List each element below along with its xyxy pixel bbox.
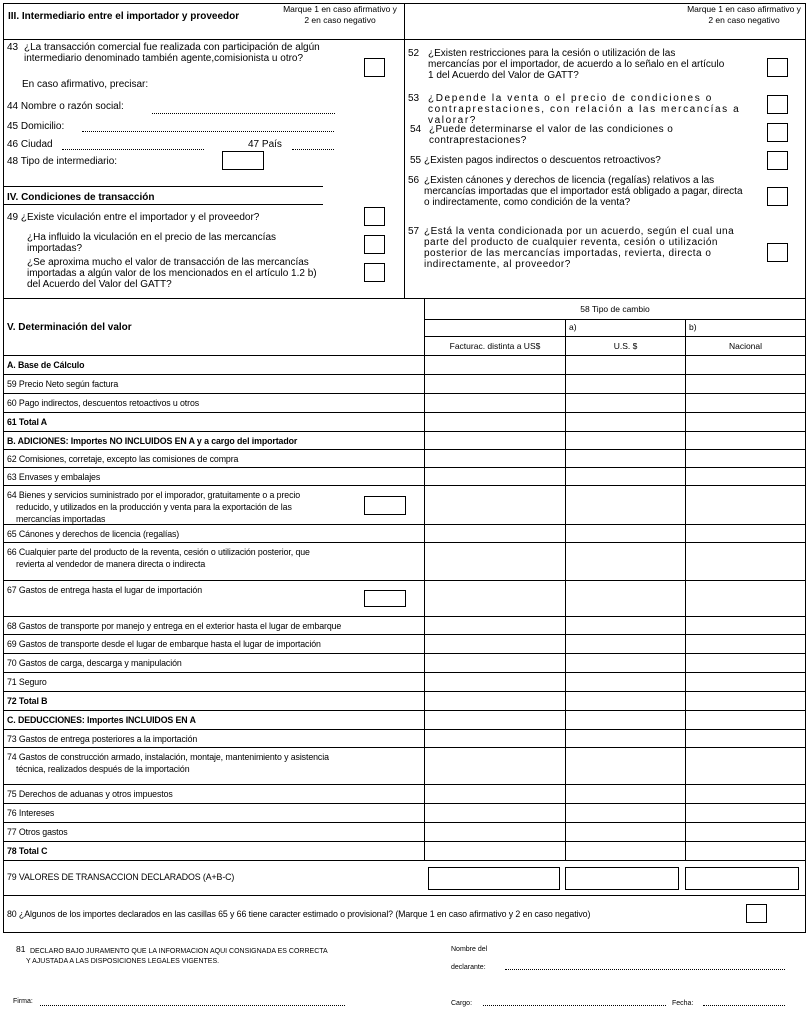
q43-text: ¿La transacción comercial fue realizada con participación de algún intermediario denominado también agente,comisionista u otro? [24, 42, 320, 64]
value-cell-foreign[interactable] [425, 785, 565, 803]
value-cell-usd[interactable] [566, 468, 685, 485]
value-cell-foreign[interactable] [425, 468, 565, 485]
value-cell-national[interactable] [686, 375, 804, 393]
value-cell-foreign[interactable] [425, 413, 565, 431]
q55-number: 55 [410, 155, 422, 166]
value-cell-foreign[interactable] [425, 842, 565, 860]
value-cell-usd[interactable] [566, 450, 685, 467]
col-usd: U.S. $ [613, 341, 638, 351]
value-cell-usd[interactable] [566, 543, 685, 580]
q56-number: 56 [408, 175, 420, 186]
value-cell-usd[interactable] [566, 842, 685, 860]
value-cell-usd[interactable] [566, 785, 685, 803]
value-cell-foreign[interactable] [425, 711, 565, 729]
value-cell-foreign[interactable] [425, 748, 565, 784]
value-cell-usd[interactable] [566, 525, 685, 542]
position-line[interactable] [483, 1005, 666, 1006]
q51-answer-box[interactable] [364, 263, 385, 282]
value-cell-usd[interactable] [566, 730, 685, 747]
value-cell-foreign[interactable] [425, 692, 565, 710]
row-label: B. ADICIONES: Importes NO INCLUIDOS EN A y a cargo del importador [7, 436, 298, 446]
row-80-answer-box[interactable] [746, 904, 767, 923]
value-cell-national[interactable] [686, 543, 804, 580]
value-cell-usd[interactable] [566, 673, 685, 691]
value-cell-foreign[interactable] [425, 450, 565, 467]
q43-sub: En caso afirmativo, precisar: [22, 79, 149, 90]
row-79-bottom [3, 895, 805, 896]
value-cell-foreign[interactable] [425, 394, 565, 412]
value-cell-foreign[interactable] [425, 730, 565, 747]
q55-text: ¿Existen pagos indirectos o descuentos retroactivos? [424, 155, 661, 166]
q49-text: 49 ¿Existe viculación entre el importador y el proveedor? [7, 212, 260, 223]
row-label: 76 Intereses [7, 808, 55, 818]
section-iv-line-top [3, 186, 323, 187]
row-label: A. Base de Cálculo [7, 360, 85, 370]
value-cell-foreign[interactable] [425, 375, 565, 393]
value-cell-usd[interactable] [566, 617, 685, 634]
value-cell-national[interactable] [686, 617, 804, 634]
q52-answer-box[interactable] [767, 58, 788, 77]
value-cell-national[interactable] [686, 432, 804, 449]
value-cell-national[interactable] [686, 711, 804, 729]
q54-answer-box[interactable] [767, 123, 788, 142]
value-cell-foreign[interactable] [425, 356, 565, 374]
q43-number: 43 [7, 42, 19, 53]
field-46-label: 46 Ciudad [7, 139, 53, 150]
q52-number: 52 [408, 48, 420, 59]
value-cell-usd[interactable] [566, 635, 685, 653]
q56-answer-box[interactable] [767, 187, 788, 206]
row-label: 71 Seguro [7, 677, 47, 687]
row-label: 60 Pago indirectos, descuentos retoactivos u otros [7, 398, 200, 408]
field-48-box[interactable] [222, 151, 264, 170]
position-label: Cargo: [451, 1000, 473, 1007]
row-67-box[interactable] [364, 590, 406, 607]
value-cell-foreign[interactable] [425, 525, 565, 542]
q43-answer-box[interactable] [364, 58, 385, 77]
mark-note-left: Marque 1 en caso afirmativo y 2 en caso negativo [283, 4, 397, 25]
q53-answer-box[interactable] [767, 95, 788, 114]
value-cell-foreign[interactable] [425, 823, 565, 841]
header-divider [3, 39, 805, 40]
q50-text: ¿Ha influido la viculación en el precio de las mercancías importadas? [27, 232, 277, 254]
q54-text: ¿Puede determinarse el valor de las condiciones o contraprestaciones? [429, 124, 674, 146]
value-cell-usd[interactable] [566, 804, 685, 822]
value-cell-foreign[interactable] [425, 486, 565, 524]
value-cell-usd[interactable] [566, 413, 685, 431]
value-cell-national[interactable] [686, 823, 804, 841]
row-label: 59 Precio Neto según factura [7, 379, 119, 389]
signature-line[interactable] [40, 1005, 345, 1006]
value-cell-usd[interactable] [566, 432, 685, 449]
signature-label: Firma: [13, 998, 33, 1005]
value-cell-national[interactable] [686, 748, 804, 784]
section-iii-title: III. Intermediario entre el importador y proveedor [8, 11, 240, 22]
row-label: 64 Bienes y servicios suministrado por el imporador, gratuitamente o a precio reducido, y utilizados en la producción y venta para la exportación de las mercancías importadas [7, 490, 301, 524]
value-cell-usd[interactable] [566, 356, 685, 374]
value-cell-usd[interactable] [566, 823, 685, 841]
q57-answer-box[interactable] [767, 243, 788, 262]
col-sub-line [424, 336, 805, 337]
value-cell-usd[interactable] [566, 692, 685, 710]
row-label: 73 Gastos de entrega posteriores a la importación [7, 734, 198, 744]
date-line[interactable] [703, 1005, 785, 1006]
exchange-rate-header: 58 Tipo de cambio [580, 304, 650, 314]
col-national: Nacional [728, 341, 763, 351]
row-label: 63 Envases y embalajes [7, 472, 101, 482]
row-label: 68 Gastos de transporte por manejo y entrega en el exterior hasta el lugar de embarque [7, 621, 342, 631]
value-cell-national[interactable] [686, 785, 804, 803]
value-cell-foreign[interactable] [425, 804, 565, 822]
value-cell-foreign[interactable] [425, 543, 565, 580]
row-label: 74 Gastos de construcción armado, instalación, montaje, mantenimiento y asistencia técnica, realizados después de la importación [7, 752, 329, 774]
value-cell-usd[interactable] [566, 654, 685, 672]
row-80-label: 80 ¿Algunos de los importes declarados en las casillas 65 y 66 tiene caracter estimado o provisional? (Marque 1 en caso afirmativo y 2 en caso negativo) [7, 909, 591, 919]
row-label: C. DEDUCCIONES: Importes INCLUIDOS EN A [7, 715, 196, 725]
value-cell-foreign[interactable] [425, 432, 565, 449]
rate-header-line [424, 319, 805, 320]
value-cell-usd[interactable] [566, 486, 685, 524]
value-cell-national[interactable] [686, 654, 804, 672]
value-cell-usd[interactable] [566, 375, 685, 393]
row-divider [3, 860, 805, 861]
value-cell-usd[interactable] [566, 581, 685, 616]
value-cell-national[interactable] [686, 450, 804, 467]
value-cell-foreign[interactable] [425, 654, 565, 672]
value-cell-foreign[interactable] [425, 635, 565, 653]
q56-text: ¿Existen cánones y derechos de licencia (regalías) relativos a las mercancías importadas que el importador está obligado a pagar, directa o indirectamente, como condición de la venta? [424, 175, 743, 208]
q57-text: ¿Está la venta condicionada por un acuerdo, según el cual una parte del producto de cualquier reventa, cesión o utilización posterior de las mercancías importadas, revierta, directa o indirectamente, al proveedor? [424, 226, 735, 270]
row-label: 66 Cualquier parte del producto de la reventa, cesión o utilización posterior, que revierta al vendedor de manera directa o indirecta [7, 547, 310, 569]
row-label: 75 Derechos de aduanas y otros impuestos [7, 789, 173, 799]
declarant-name-label-1: Nombre del [451, 946, 488, 953]
value-cell-national[interactable] [686, 525, 804, 542]
field-45-line[interactable] [82, 131, 334, 132]
section-iv-line-bottom [3, 204, 323, 205]
value-cell-national[interactable] [686, 842, 804, 860]
value-cell-national[interactable] [686, 804, 804, 822]
mark-note-right: Marque 1 en caso afirmativo y 2 en caso negativo [687, 4, 801, 25]
field-47-line[interactable] [292, 149, 334, 150]
q53-number: 53 [408, 93, 420, 104]
row-label: 78 Total C [7, 846, 48, 856]
value-cell-foreign[interactable] [425, 617, 565, 634]
col-foreign-invoice: Facturac. distinta a US$ [449, 341, 541, 351]
value-cell-national[interactable] [686, 581, 804, 616]
value-cell-usd[interactable] [566, 394, 685, 412]
field-44-label: 44 Nombre o razón social: [7, 101, 124, 112]
q51-text: ¿Se aproxima mucho el valor de transacción de las mercancías importadas a algún valor de los mencionados en el artículo 1.2 b) del Acuerdo del Valor del GATT? [27, 257, 317, 290]
q53-text: ¿Depende la venta o el precio de condiciones o contraprestaciones, con relación a las mercancías a valorar? [428, 93, 741, 126]
value-cell-national[interactable] [686, 635, 804, 653]
field-45-label: 45 Domicilio: [7, 121, 65, 132]
declaration-number: 81 [16, 944, 26, 954]
row-label: 77 Otros gastos [7, 827, 68, 837]
row-label: 69 Gastos de transporte desde el lugar de embarque hasta el lugar de importación [7, 639, 321, 649]
value-cell-national[interactable] [686, 413, 804, 431]
value-cell-foreign[interactable] [425, 673, 565, 691]
row-64-box[interactable] [364, 496, 406, 515]
value-cell-national[interactable] [686, 673, 804, 691]
value-cell-national[interactable] [686, 468, 804, 485]
declaration-line-2: Y AJUSTADA A LAS DISPOSICIONES LEGALES VIGENTES. [26, 958, 220, 965]
field-47-label: 47 País [248, 139, 282, 150]
value-cell-national[interactable] [686, 394, 804, 412]
value-cell-usd[interactable] [566, 711, 685, 729]
declarant-name-line[interactable] [505, 969, 785, 970]
column-divider [404, 3, 405, 299]
row-79-foreign-box[interactable] [428, 867, 560, 890]
row-label: 70 Gastos de carga, descarga y manipulación [7, 658, 182, 668]
q52-text: ¿Existen restricciones para la cesión o utilización de las mercancías por el importador, de acuerdo a lo señalo en el artículo 1 del Acuerdo del Valor de GATT? [428, 48, 725, 81]
row-label: 61 Total A [7, 417, 48, 427]
row-label: 72 Total B [7, 696, 48, 706]
q54-number: 54 [410, 124, 422, 135]
row-79-usd-box[interactable] [565, 867, 679, 890]
row-label: 65 Cánones y derechos de licencia (regalías) [7, 529, 180, 539]
section-v-title: V. Determinación del valor [7, 322, 132, 333]
col-a-label: a) [569, 322, 577, 332]
q49-answer-box[interactable] [364, 207, 385, 226]
value-cell-national[interactable] [686, 486, 804, 524]
field-44-line[interactable] [152, 113, 335, 114]
row-79-label: 79 VALORES DE TRANSACCION DECLARADOS (A+B-C) [7, 872, 235, 882]
declarant-name-label-2: declarante: [451, 964, 486, 971]
field-48-label: 48 Tipo de intermediario: [7, 156, 118, 167]
section-iv-title: IV. Condiciones de transacción [7, 192, 155, 203]
value-cell-national[interactable] [686, 730, 804, 747]
value-cell-national[interactable] [686, 692, 804, 710]
value-cell-usd[interactable] [566, 748, 685, 784]
col-b-label: b) [689, 322, 697, 332]
row-79-national-box[interactable] [685, 867, 799, 890]
row-label: 67 Gastos de entrega hasta el lugar de importación [7, 585, 203, 595]
q50-answer-box[interactable] [364, 235, 385, 254]
declaration-line-1: DECLARO BAJO JURAMENTO QUE LA INFORMACION AQUI CONSIGNADA ES CORRECTA [30, 948, 328, 955]
value-cell-national[interactable] [686, 356, 804, 374]
row-label: 62 Comisiones, corretaje, excepto las comisiones de compra [7, 454, 239, 464]
q55-answer-box[interactable] [767, 151, 788, 170]
value-cell-foreign[interactable] [425, 581, 565, 616]
field-46-line[interactable] [62, 149, 204, 150]
q57-number: 57 [408, 226, 420, 237]
date-label: Fecha: [672, 1000, 694, 1007]
